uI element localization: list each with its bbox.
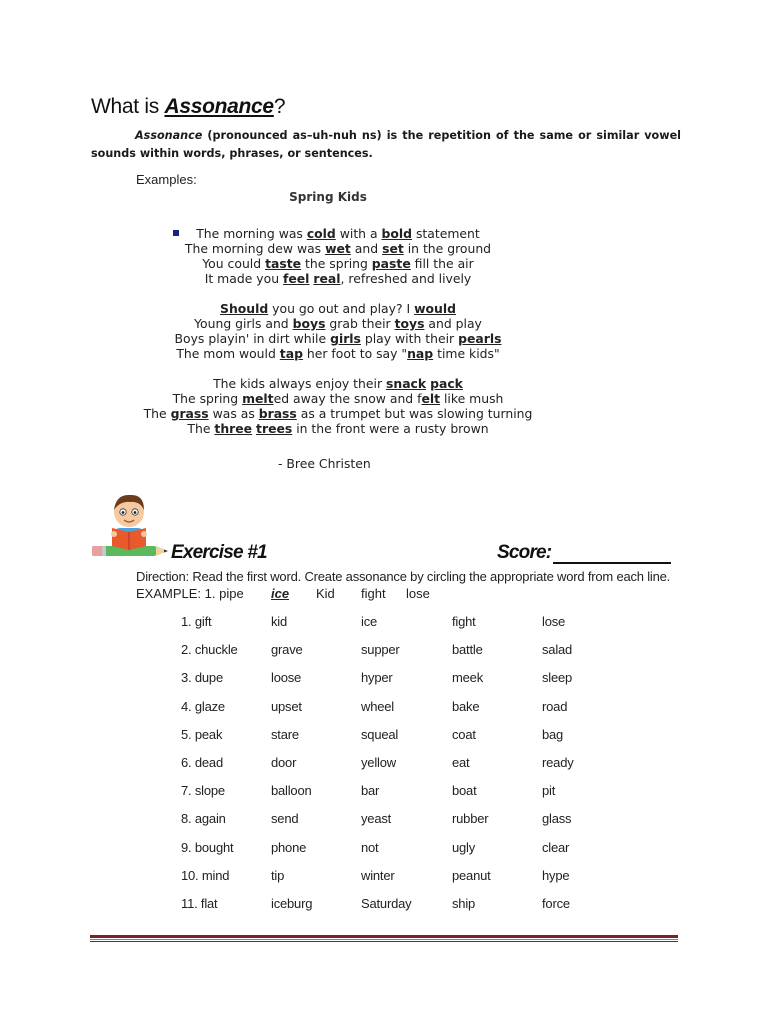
choice-word[interactable]: coat — [452, 726, 476, 742]
poem-line — [0, 421, 676, 436]
poem-text: with a — [335, 226, 382, 241]
poem-author: - Bree Christen — [278, 456, 371, 471]
prompt-word: 11. flat — [181, 895, 218, 911]
choice-word[interactable]: lose — [542, 614, 566, 629]
poem-text: and play — [424, 316, 482, 331]
assonance-word: toys — [394, 316, 425, 331]
poem-text: like mush — [440, 391, 504, 406]
example-answer: ice — [271, 586, 290, 601]
choice-word[interactable]: meek — [452, 670, 483, 686]
exercise-row — [0, 896, 768, 924]
choice-word[interactable]: kid — [271, 614, 288, 629]
poem-line — [0, 376, 676, 391]
poem-text: and — [350, 241, 383, 256]
poem-text: The — [187, 421, 215, 436]
choice-word[interactable]: hyper — [361, 670, 393, 686]
poem-text: ed away the snow and f — [273, 391, 422, 406]
choice-word[interactable]: salad — [542, 642, 573, 658]
choice-word[interactable]: yellow — [361, 754, 396, 770]
assonance-word: tap — [279, 346, 303, 361]
poem-text: play with their — [360, 331, 459, 346]
choice-word[interactable]: force — [542, 895, 570, 911]
prompt-word: 3. dupe — [181, 670, 223, 686]
exercise-row — [0, 840, 768, 868]
choice-word[interactable]: stare — [271, 726, 299, 742]
title-term: Assonance — [164, 95, 274, 118]
poem-text: It made you — [204, 271, 283, 286]
example-label: EXAMPLE: 1. pipe — [136, 586, 244, 601]
choice-word[interactable]: phone — [271, 839, 307, 855]
prompt-word: 10. mind — [181, 867, 230, 883]
poem-text: Boys playin' in dirt while — [174, 331, 331, 346]
assonance-word: bold — [381, 226, 413, 241]
poem-text: The mom would — [176, 346, 280, 361]
exercise-row — [0, 755, 768, 783]
assonance-word: three — [214, 421, 253, 436]
exercise-direction: Direction: Read the first word. Create assonance by circling the appropriate word from each line. — [136, 569, 671, 584]
footer-rule — [90, 941, 678, 942]
poem-text: statement — [412, 226, 480, 241]
choice-word[interactable]: yeast — [361, 811, 392, 827]
prompt-word: 8. again — [181, 811, 226, 827]
assonance-word: cold — [306, 226, 336, 241]
poem-line — [0, 256, 676, 271]
poem-text: was as — [208, 406, 259, 421]
assonance-word: trees — [256, 421, 293, 436]
assonance-word: melt — [242, 391, 274, 406]
assonance-word: boys — [292, 316, 326, 331]
example-option: Kid — [316, 586, 335, 601]
definition-text: (pronounced as–uh-nuh ns) is the repetition of the same or similar vowel sounds within words, phrases, or sentences. — [91, 129, 681, 160]
exercise-row — [0, 783, 768, 811]
assonance-word: real — [313, 271, 341, 286]
poem-line — [0, 331, 676, 346]
examples-label: Examples: — [136, 172, 197, 187]
exercise-row — [0, 727, 768, 755]
poem — [0, 226, 676, 451]
title-suffix: ? — [273, 95, 286, 118]
choice-word[interactable]: ugly — [452, 839, 476, 855]
choice-word[interactable]: battle — [452, 642, 483, 658]
choice-word[interactable]: loose — [271, 670, 302, 686]
choice-word[interactable]: grave — [271, 642, 303, 658]
poem-line — [0, 271, 676, 286]
choice-word[interactable]: ready — [542, 754, 574, 770]
choice-word[interactable]: fight — [452, 614, 476, 629]
prompt-word: 4. glaze — [181, 698, 225, 714]
poem-text: Young girls and — [194, 316, 293, 331]
assonance-word: pack — [430, 376, 463, 391]
poem-text: her foot to say " — [302, 346, 408, 361]
title-prefix: What is — [91, 95, 165, 118]
assonance-word: would — [414, 301, 456, 316]
poem-title: Spring Kids — [289, 190, 367, 204]
score-field[interactable] — [497, 542, 671, 564]
exercise-title: Exercise #1 — [171, 542, 267, 563]
choice-word[interactable]: ship — [452, 895, 476, 911]
poem-stanza — [0, 376, 676, 436]
definition-paragraph — [91, 127, 681, 163]
poem-text: in the front were a rusty brown — [292, 421, 489, 436]
footer-rule — [90, 939, 678, 940]
choice-word[interactable]: hype — [542, 867, 570, 883]
poem-text: grab their — [325, 316, 395, 331]
assonance-word: wet — [325, 241, 351, 256]
choice-word[interactable]: boat — [452, 783, 477, 799]
page-title — [91, 95, 285, 119]
definition-lead: Assonance — [135, 129, 203, 142]
exercise-row — [0, 699, 768, 727]
exercise-row — [0, 642, 768, 670]
choice-word[interactable]: rubber — [452, 811, 489, 827]
choice-word[interactable]: peanut — [452, 867, 491, 883]
footer-rule — [90, 935, 678, 938]
choice-word[interactable]: bag — [542, 726, 564, 742]
choice-word[interactable]: bar — [361, 783, 380, 799]
choice-word[interactable]: iceburg — [271, 895, 313, 911]
example-option: fight — [361, 586, 386, 601]
exercise-row — [0, 614, 768, 642]
example-option: lose — [406, 586, 430, 601]
poem-text: time kids" — [433, 346, 500, 361]
choice-word[interactable]: sleep — [542, 670, 573, 686]
prompt-word: 7. slope — [181, 783, 225, 799]
assonance-word: feel — [282, 271, 310, 286]
poem-text: You could — [202, 256, 266, 271]
choice-word[interactable]: clear — [542, 839, 570, 855]
assonance-word: set — [382, 241, 404, 256]
poem-line — [0, 391, 676, 406]
choice-word[interactable]: Saturday — [361, 895, 412, 911]
poem-line — [0, 406, 676, 421]
choice-word[interactable]: eat — [452, 754, 470, 770]
kid-reading-icon — [90, 490, 170, 562]
poem-line — [0, 346, 676, 361]
assonance-word: brass — [258, 406, 297, 421]
prompt-word: 2. chuckle — [181, 642, 238, 658]
score-blank[interactable] — [553, 546, 671, 564]
choice-word[interactable]: balloon — [271, 783, 312, 799]
poem-text: fill the air — [410, 256, 474, 271]
poem-stanza — [0, 301, 676, 361]
choice-word[interactable]: send — [271, 811, 299, 827]
exercise-grid — [0, 614, 768, 924]
assonance-word: pearls — [458, 331, 502, 346]
choice-word[interactable]: not — [361, 839, 379, 855]
exercise-row — [0, 670, 768, 698]
assonance-word: grass — [170, 406, 209, 421]
choice-word[interactable]: winter — [361, 867, 395, 883]
assonance-word: elt — [421, 391, 441, 406]
assonance-word: paste — [371, 256, 411, 271]
poem-text: as a trumpet but was slowing turning — [296, 406, 533, 421]
assonance-word: taste — [265, 256, 302, 271]
score-label: Score: — [497, 542, 552, 563]
prompt-word: 1. gift — [181, 614, 212, 629]
poem-line — [0, 226, 676, 241]
choice-word[interactable]: upset — [271, 698, 302, 714]
assonance-word: snack — [386, 376, 427, 391]
poem-line — [0, 241, 676, 256]
assonance-word: girls — [330, 331, 361, 346]
choice-word[interactable]: pit — [542, 783, 556, 799]
choice-word[interactable]: road — [542, 698, 568, 714]
choice-word[interactable]: tip — [271, 867, 285, 883]
poem-text: you go out and play? I — [268, 301, 415, 316]
exercise-row — [0, 811, 768, 839]
poem-stanza — [0, 226, 676, 286]
assonance-word: nap — [407, 346, 434, 361]
poem-text: the spring — [301, 256, 372, 271]
poem-text: The — [143, 406, 171, 421]
choice-word[interactable]: squeal — [361, 726, 399, 742]
choice-word[interactable]: bake — [452, 698, 480, 714]
poem-text: The kids always enjoy their — [213, 376, 386, 391]
assonance-word: Should — [220, 301, 269, 316]
poem-text: in the ground — [403, 241, 492, 256]
prompt-word: 5. peak — [181, 726, 223, 742]
choice-word[interactable]: glass — [542, 811, 572, 827]
choice-word[interactable]: wheel — [361, 698, 394, 714]
poem-line — [0, 316, 676, 331]
poem-line — [0, 301, 676, 316]
exercise-row — [0, 868, 768, 896]
prompt-word: 6. dead — [181, 754, 223, 770]
choice-word[interactable]: door — [271, 754, 297, 770]
poem-text: The morning was — [196, 226, 307, 241]
poem-text: The spring — [172, 391, 243, 406]
poem-text: The morning dew was — [184, 241, 326, 256]
choice-word[interactable]: supper — [361, 642, 400, 658]
poem-text: , refreshed and lively — [340, 271, 472, 286]
prompt-word: 9. bought — [181, 839, 234, 855]
choice-word[interactable]: ice — [361, 614, 378, 629]
